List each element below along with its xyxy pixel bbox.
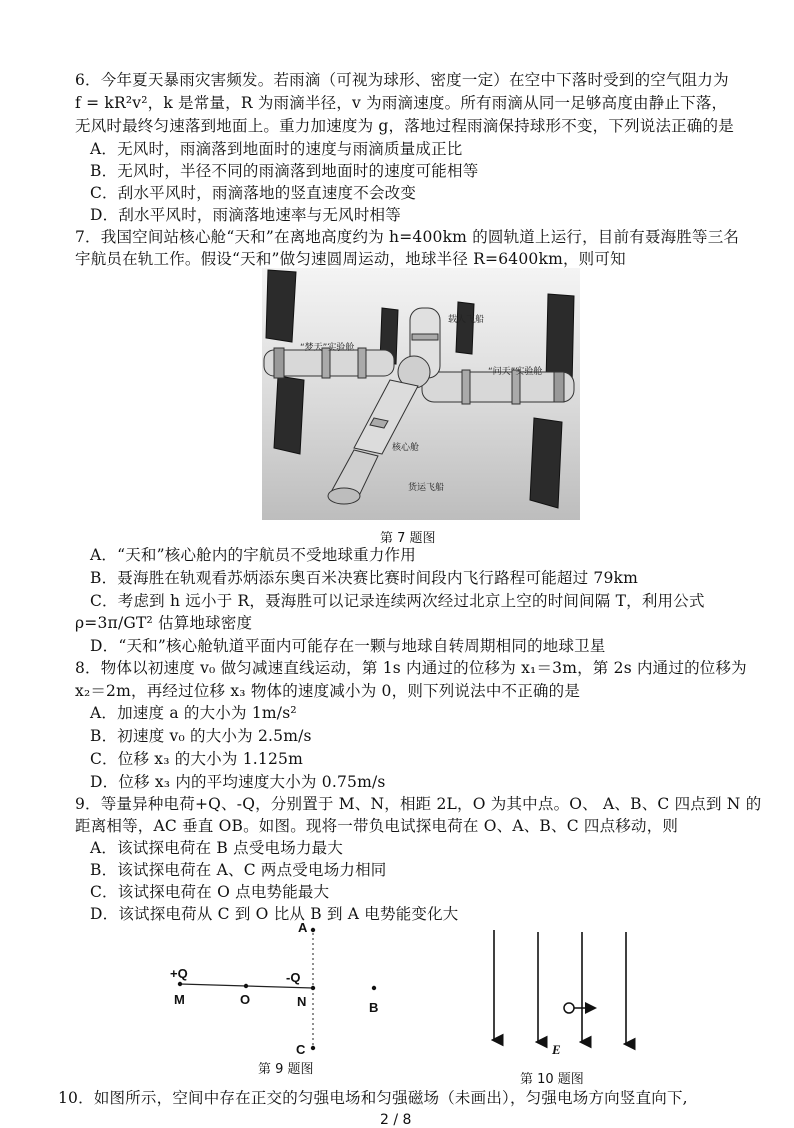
q7-option-b: B．聂海胜在轨观看苏炳添东奥百米决赛比赛时间段内飞行路程可能超过 79km [90, 569, 639, 587]
point-a-label: A [298, 920, 308, 935]
charge-plus-q-label: +Q [170, 966, 188, 981]
point-c-label: C [296, 1042, 306, 1057]
q6-option-c: C．刮水平风时，雨滴落地的竖直速度不会改变 [90, 184, 417, 202]
point-n-label: N [297, 994, 307, 1009]
point-o-label: O [240, 992, 251, 1007]
q8-option-a: A．加速度 a 的大小为 1m/s² [90, 704, 297, 722]
q7-option-c-line-1: C．考虑到 h 远小于 R，聂海胜可以记录连续两次经过北京上空的时间间隔 T，利用公式 [90, 592, 705, 610]
q9-option-c: C．该试探电荷在 O 点电势能最大 [90, 883, 330, 901]
q7-figure-caption: 第 7 题图 [380, 531, 436, 546]
label-cargo-ship: 货运飞船 [408, 483, 445, 493]
q6-stem-line-2: f = kR²v²，k 是常量，R 为雨滴半径，v 为雨滴速度。所有雨滴从同一足够高度由静止下落， [75, 94, 728, 112]
q7-option-d: D．“天和”核心舱轨道平面内可能存在一颗与地球自转周期相同的地球卫星 [90, 637, 606, 655]
q8-stem-line-1: 8．物体以初速度 v₀ 做匀减速直线运动，第 1s 内通过的位移为 x₁＝3m，第 2s 内通过的位移为 [75, 659, 747, 677]
label-mengtian: “梦天”实验舱 [300, 343, 355, 353]
q8-option-b: B．初速度 v₀ 的大小为 2.5m/s [90, 727, 312, 745]
q9-stem-line-2: 距离相等，AC 垂直 OB。如图。现将一带负电试探电荷在 O、A、B、C 四点移动，则 [75, 817, 679, 835]
q7-option-a: A．“天和”核心舱内的宇航员不受地球重力作用 [90, 546, 416, 564]
q9-option-a: A．该试探电荷在 B 点受电场力最大 [90, 839, 344, 857]
q9-option-b: B．该试探电荷在 A、C 两点受电场力相同 [90, 861, 387, 879]
q7-stem-line-1: 7．我国空间站核心舱“天和”在离地高度约为 h=400km 的圆轨道上运行，目前有聂海胜等三名 [75, 228, 740, 246]
q6-option-b: B．无风时，半径不同的雨滴落到地面时的速度可能相等 [90, 162, 479, 180]
q10-figure [480, 928, 650, 1058]
q9-option-d: D．该试探电荷从 C 到 O 比从 B 到 A 电势能变化大 [90, 905, 459, 923]
q6-option-a: A．无风时，雨滴落到地面时的速度与雨滴质量成正比 [90, 140, 463, 158]
q6-stem-line-1: 6．今年夏天暴雨灾害频发。若雨滴（可视为球形、密度一定）在空中下落时受到的空气阻力为 [75, 71, 729, 89]
charge-minus-q-label: -Q [286, 970, 301, 985]
label-core-module: 核心舱 [392, 443, 420, 453]
point-m-label: M [174, 992, 185, 1007]
q6-option-d: D．刮水平风时，雨滴落地速率与无风时相等 [90, 206, 401, 224]
q8-option-d: D．位移 x₃ 内的平均速度大小为 0.75m/s [90, 773, 386, 791]
q9-figure [160, 922, 400, 1062]
field-e-label: E [552, 1042, 561, 1057]
page-number: 2 / 8 [380, 1112, 412, 1128]
label-crew-ship: 载人飞船 [448, 315, 485, 325]
point-b-label: B [369, 1000, 379, 1015]
q6-stem-line-3: 无风时最终匀速落到地面上。重力加速度为 g，落地过程雨滴保持球形不变，下列说法正确的是 [75, 117, 734, 135]
q7-stem-line-2: 宇航员在轨工作。假设“天和”做匀速圆周运动，地球半径 R=6400km，则可知 [75, 250, 626, 268]
q7-option-c-line-2: ρ=3π/GT² 估算地球密度 [75, 614, 253, 632]
q10-figure-caption: 第 10 题图 [520, 1072, 584, 1087]
q8-option-c: C．位移 x₃ 的大小为 1.125m [90, 750, 303, 768]
q10-stem-line-1: 10．如图所示，空间中存在正交的匀强电场和匀强磁场（未画出），匀强电场方向竖直向下, [58, 1089, 688, 1107]
space-station-photo [262, 268, 580, 520]
label-wentian: “问天”实验舱 [488, 367, 543, 377]
q9-stem-line-1: 9．等量异种电荷+Q、-Q，分别置于 M、N，相距 2L，O 为其中点。O、 A、B、C 四点到 N 的 [75, 795, 762, 813]
q8-stem-line-2: x₂＝2m，再经过位移 x₃ 物体的速度减小为 0，则下列说法中不正确的是 [75, 682, 581, 700]
q9-figure-caption: 第 9 题图 [258, 1062, 314, 1077]
